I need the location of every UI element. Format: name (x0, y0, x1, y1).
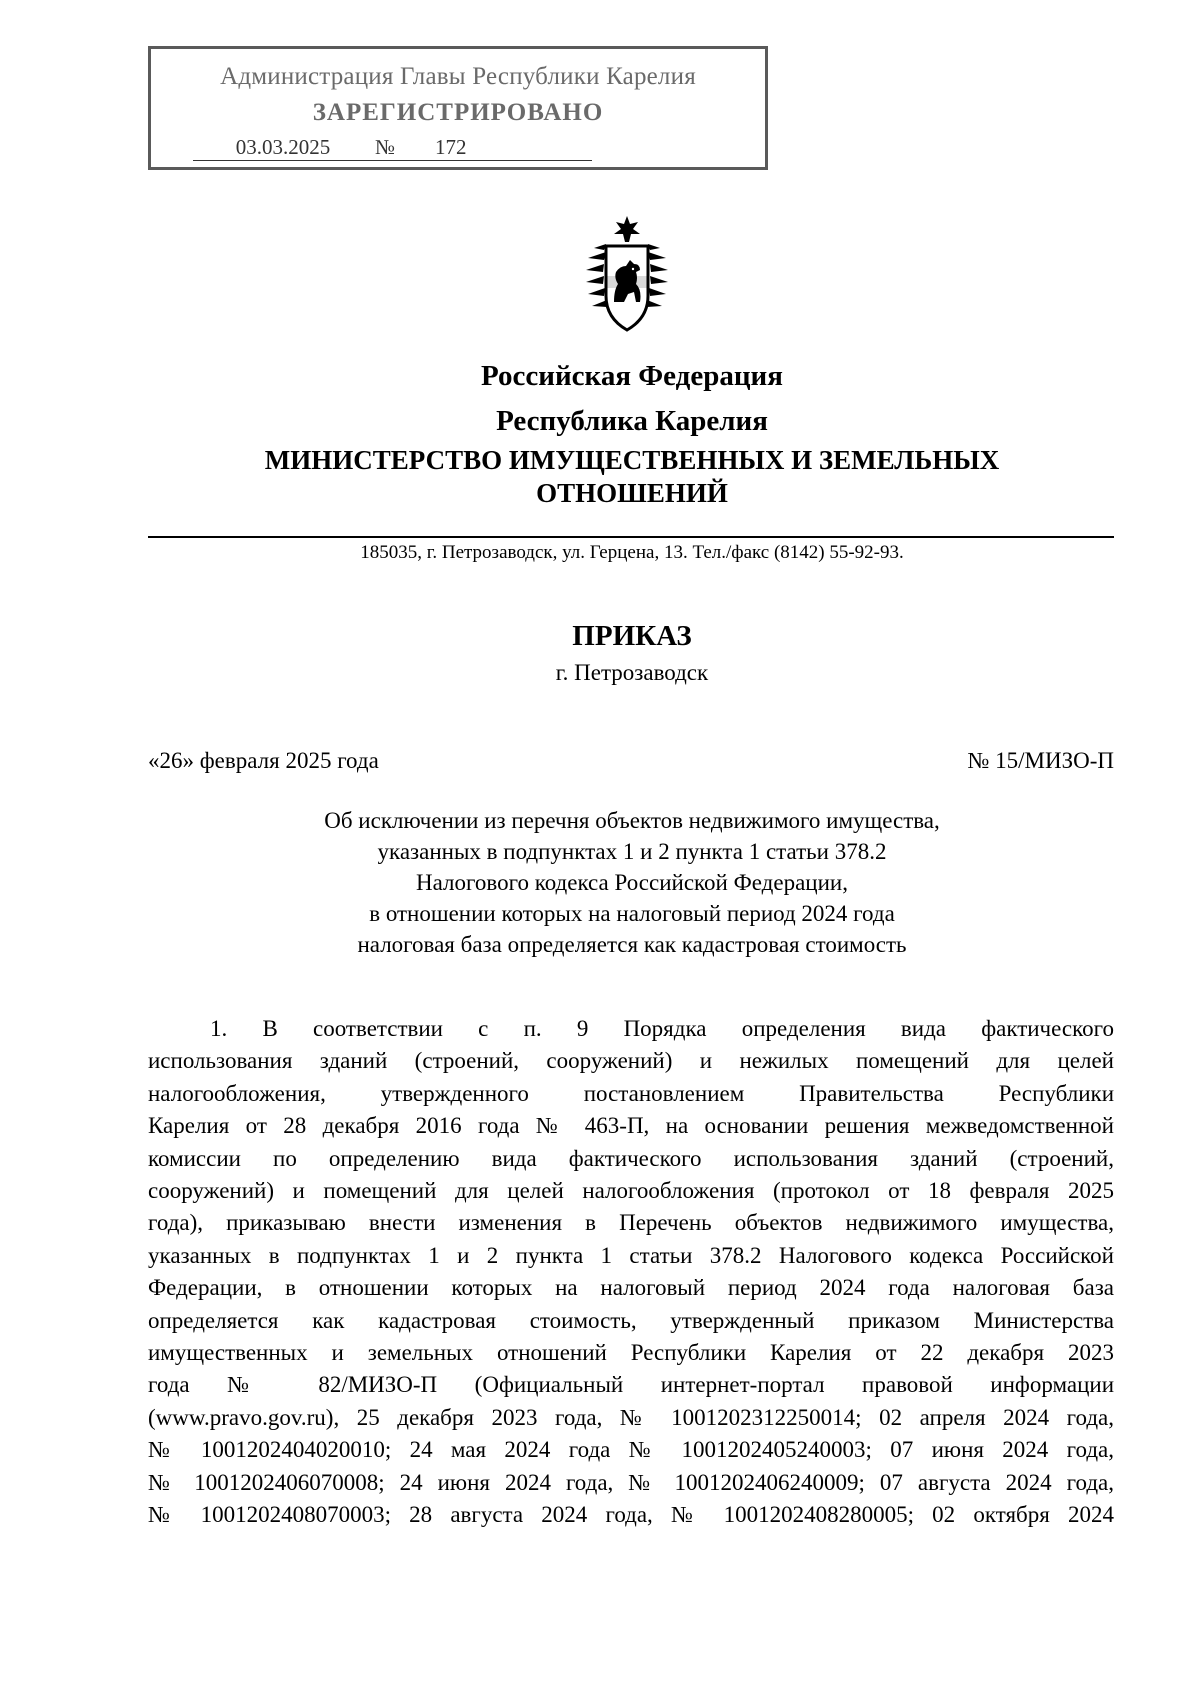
body-line: 1. В соответствии с п. 9 Порядка определения вида фактического (210, 1016, 1114, 1041)
body-line: Карелия от 28 декабря 2016 года № 463-П, на основании решения межведомственной (148, 1113, 1114, 1139)
body-line: определяется как кадастровая стоимость, утвержденный приказом Министерства (148, 1307, 1114, 1333)
subject-line: Налогового кодекса Российской Федерации, (416, 870, 848, 895)
header-republic: Республика Карелия (496, 405, 768, 437)
body-line: № 1001202408070003; 28 августа 2024 года, № 1001202408280005; 02 октября 2024 (148, 1502, 1114, 1528)
body-line: № 1001202406070008; 24 июня 2024 года, № 1001202406240009; 07 августа 2024 года, (148, 1469, 1114, 1495)
body-line: № 1001202404020010; 24 мая 2024 года № 1001202405240003; 07 июня 2024 года, (148, 1437, 1114, 1463)
body-line: года № 82/МИЗО-П (Официальный интернет-портал правовой информации (148, 1372, 1114, 1398)
body-line: указанных в подпунктах 1 и 2 пункта 1 статьи 378.2 Налогового кодекса Российской (148, 1242, 1114, 1268)
body-line: налогообложения, утвержденного постановлением Правительства Республики (148, 1080, 1114, 1106)
emblem-star (614, 216, 640, 242)
ministry-address: 185035, г. Петрозаводск, ул. Герцена, 13. Тел./факс (8142) 55-92-93. (360, 542, 904, 563)
registration-stamp (148, 46, 768, 170)
body-line: Федерации, в отношении которых на налоговый период 2024 года налоговая база (148, 1275, 1114, 1301)
order-subject (0, 805, 1200, 960)
coat-of-arms-icon (580, 214, 674, 334)
stamp-date: 03.03.2025 (193, 135, 373, 161)
body-line: имущественных и земельных отношений Республики Карелия от 22 декабря 2023 (148, 1340, 1114, 1366)
body-line: (www.pravo.gov.ru), 25 декабря 2023 года, № 1001202312250014; 02 апреля 2024 года, (148, 1404, 1114, 1430)
order-body (148, 1013, 1114, 1532)
body-line: комиссии по определению вида фактического использования зданий (строений, (148, 1145, 1114, 1171)
body-line: сооружений) и помещений для целей налогообложения (протокол от 18 февраля 2025 (148, 1178, 1114, 1204)
stamp-registration-line (193, 135, 592, 161)
body-line: использования зданий (строений, сооружений) и нежилых помещений для целей (148, 1048, 1114, 1074)
stamp-number: 172 (397, 135, 592, 161)
stamp-organization: Администрация Главы Республики Карелия (220, 63, 696, 90)
order-number: № 15/МИЗО-П (967, 748, 1114, 773)
subject-line: указанных в подпунктах 1 и 2 пункта 1 статьи 378.2 (377, 839, 887, 864)
subject-line: в отношении которых на налоговый период 2024 года (369, 901, 895, 926)
order-date: «26» февраля 2025 года (148, 748, 379, 773)
order-title: ПРИКАЗ (572, 620, 692, 652)
emblem-right-pine (647, 244, 668, 307)
subject-line: налоговая база определяется как кадастровая стоимость (357, 932, 907, 957)
header-ministry-line2: ОТНОШЕНИЙ (536, 478, 728, 508)
subject-line: Об исключении из перечня объектов недвижимого имущества, (324, 808, 940, 833)
header-ministry-line1: МИНИСТЕРСТВО ИМУЩЕСТВЕННЫХ И ЗЕМЕЛЬНЫХ (264, 445, 1000, 475)
body-line: года), приказываю внести изменения в Перечень объектов недвижимого имущества, (148, 1210, 1114, 1236)
stamp-status: ЗАРЕГИСТРИРОВАНО (312, 99, 604, 126)
order-city: г. Петрозаводск (555, 660, 709, 685)
emblem-left-pine (586, 244, 607, 307)
header-divider (148, 536, 1114, 538)
header-federation: Российская Федерация (481, 360, 783, 392)
stamp-number-label: № (375, 135, 396, 159)
